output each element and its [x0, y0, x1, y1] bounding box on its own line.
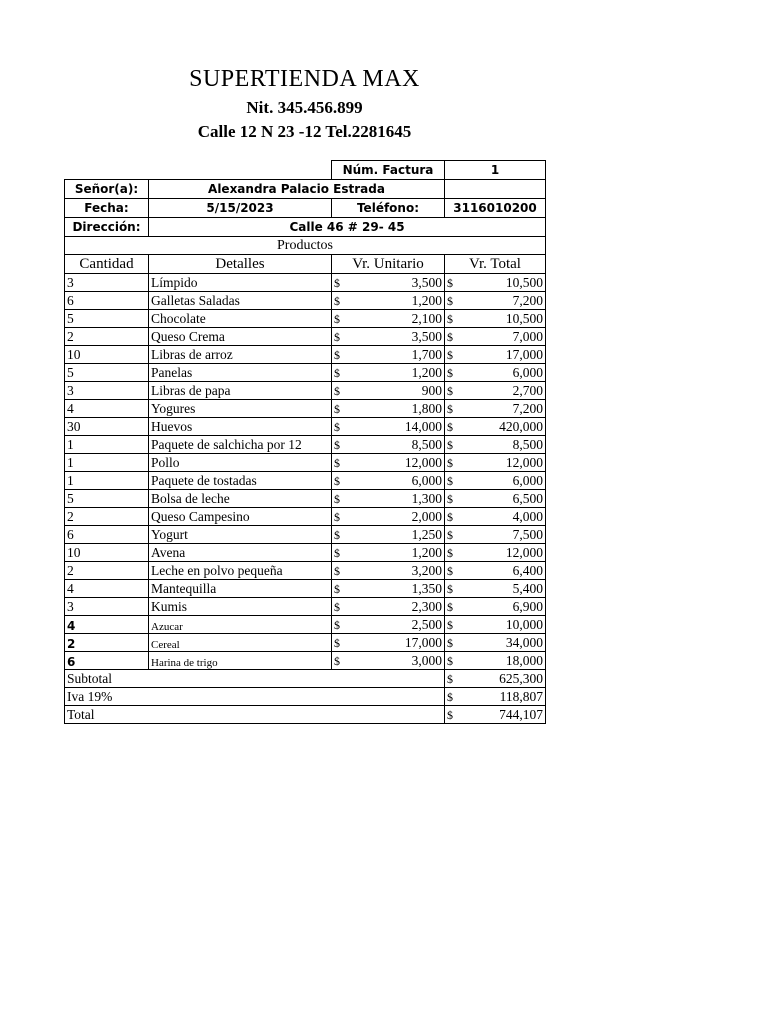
currency-symbol: $	[447, 437, 453, 452]
item-total-price	[445, 454, 546, 472]
currency-symbol: $	[334, 635, 340, 650]
currency-symbol: $	[334, 329, 340, 344]
item-total-price-amount: 10,000	[505, 616, 543, 632]
totals-label: Subtotal	[65, 670, 445, 688]
item-unit-price-amount: 8,500	[411, 436, 442, 452]
table-row	[65, 580, 546, 598]
currency-symbol: $	[447, 491, 453, 506]
item-description: Leche en polvo pequeña	[149, 562, 332, 580]
item-description: Límpido	[149, 274, 332, 292]
table-row	[65, 310, 546, 328]
currency-symbol: $	[334, 311, 340, 326]
item-description: Harina de trigo	[149, 652, 332, 670]
item-description: Avena	[149, 544, 332, 562]
item-unit-price-amount: 2,300	[411, 598, 442, 614]
item-unit-price	[332, 544, 445, 562]
currency-symbol: $	[334, 563, 340, 578]
item-quantity: 1	[65, 454, 149, 472]
item-unit-price-amount: 1,350	[411, 580, 442, 596]
column-header-row	[65, 255, 546, 274]
table-row	[65, 454, 546, 472]
item-total-price-amount: 5,400	[512, 580, 543, 596]
item-description: Cereal	[149, 634, 332, 652]
item-unit-price-amount: 1,700	[411, 346, 442, 362]
item-unit-price	[332, 634, 445, 652]
currency-symbol: $	[334, 527, 340, 542]
invoice-number-label: Núm. Factura	[332, 161, 445, 180]
item-total-price	[445, 364, 546, 382]
item-unit-price-amount: 1,250	[411, 526, 442, 542]
item-unit-price	[332, 454, 445, 472]
item-unit-price-amount: 1,200	[411, 364, 442, 380]
item-unit-price-amount: 14,000	[404, 418, 442, 434]
item-quantity: 3	[65, 598, 149, 616]
table-row	[65, 562, 546, 580]
item-unit-price-amount: 3,500	[411, 328, 442, 344]
item-unit-price	[332, 598, 445, 616]
item-quantity: 1	[65, 436, 149, 454]
currency-symbol: $	[334, 419, 340, 434]
totals-row	[65, 670, 546, 688]
currency-symbol: $	[334, 599, 340, 614]
table-row	[65, 274, 546, 292]
currency-symbol: $	[447, 563, 453, 578]
item-total-price	[445, 328, 546, 346]
item-description: Huevos	[149, 418, 332, 436]
table-row	[65, 418, 546, 436]
item-quantity: 5	[65, 310, 149, 328]
invoice-table	[64, 160, 546, 724]
table-row	[65, 346, 546, 364]
currency-symbol: $	[447, 599, 453, 614]
currency-symbol: $	[334, 383, 340, 398]
item-description: Kumis	[149, 598, 332, 616]
products-title-row	[65, 237, 546, 255]
item-quantity: 4	[65, 616, 149, 634]
products-title: Productos	[65, 237, 546, 255]
phone-label: Teléfono:	[332, 199, 445, 218]
item-quantity: 1	[65, 472, 149, 490]
item-unit-price-amount: 2,000	[411, 508, 442, 524]
column-header-unitario: Vr. Unitario	[332, 255, 445, 274]
totals-amount: 118,807	[499, 688, 543, 704]
currency-symbol: $	[334, 401, 340, 416]
totals-row	[65, 706, 546, 724]
totals-label: Iva 19%	[65, 688, 445, 706]
item-unit-price	[332, 418, 445, 436]
item-total-price-amount: 7,200	[512, 400, 543, 416]
currency-symbol: $	[447, 329, 453, 344]
table-row	[65, 616, 546, 634]
currency-symbol: $	[334, 473, 340, 488]
item-total-price-amount: 6,000	[512, 472, 543, 488]
item-unit-price	[332, 616, 445, 634]
item-unit-price-amount: 17,000	[404, 634, 442, 650]
item-unit-price	[332, 490, 445, 508]
customer-label: Señor(a):	[65, 180, 149, 199]
item-unit-price	[332, 310, 445, 328]
item-unit-price-amount: 1,200	[411, 292, 442, 308]
currency-symbol: $	[447, 689, 453, 704]
item-total-price	[445, 598, 546, 616]
item-total-price	[445, 382, 546, 400]
item-total-price	[445, 472, 546, 490]
item-total-price	[445, 436, 546, 454]
item-quantity: 6	[65, 292, 149, 310]
item-description: Panelas	[149, 364, 332, 382]
item-total-price	[445, 508, 546, 526]
column-header-detalles: Detalles	[149, 255, 332, 274]
item-unit-price-amount: 3,200	[411, 562, 442, 578]
item-unit-price-amount: 900	[421, 382, 442, 398]
item-unit-price	[332, 580, 445, 598]
item-unit-price	[332, 652, 445, 670]
currency-symbol: $	[334, 437, 340, 452]
item-unit-price	[332, 472, 445, 490]
currency-symbol: $	[334, 347, 340, 362]
item-description: Chocolate	[149, 310, 332, 328]
currency-symbol: $	[334, 509, 340, 524]
currency-symbol: $	[447, 293, 453, 308]
item-description: Pollo	[149, 454, 332, 472]
item-total-price-amount: 10,500	[505, 310, 543, 326]
item-quantity: 4	[65, 400, 149, 418]
currency-symbol: $	[334, 293, 340, 308]
item-total-price	[445, 562, 546, 580]
item-total-price	[445, 544, 546, 562]
item-quantity: 3	[65, 274, 149, 292]
item-unit-price	[332, 292, 445, 310]
table-row	[65, 292, 546, 310]
item-description: Mantequilla	[149, 580, 332, 598]
date-label: Fecha:	[65, 199, 149, 218]
date-value: 5/15/2023	[149, 199, 332, 218]
item-unit-price	[332, 562, 445, 580]
item-quantity: 3	[65, 382, 149, 400]
item-description: Galletas Saladas	[149, 292, 332, 310]
item-total-price-amount: 7,200	[512, 292, 543, 308]
item-quantity: 10	[65, 346, 149, 364]
item-unit-price-amount: 3,000	[411, 652, 442, 668]
currency-symbol: $	[447, 275, 453, 290]
item-total-price	[445, 652, 546, 670]
item-total-price-amount: 12,000	[505, 454, 543, 470]
item-total-price-amount: 6,400	[512, 562, 543, 578]
currency-symbol: $	[447, 527, 453, 542]
currency-symbol: $	[447, 455, 453, 470]
item-unit-price-amount: 1,300	[411, 490, 442, 506]
item-total-price-amount: 420,000	[499, 418, 543, 434]
item-unit-price	[332, 400, 445, 418]
table-row	[65, 526, 546, 544]
item-unit-price-amount: 12,000	[404, 454, 442, 470]
item-quantity: 2	[65, 562, 149, 580]
store-nit: Nit. 345.456.899	[246, 98, 363, 117]
item-total-price	[445, 310, 546, 328]
currency-symbol: $	[447, 545, 453, 560]
item-quantity: 2	[65, 328, 149, 346]
item-unit-price-amount: 1,200	[411, 544, 442, 560]
totals-amount: 625,300	[499, 670, 543, 686]
totals-label: Total	[65, 706, 445, 724]
item-total-price-amount: 34,000	[505, 634, 543, 650]
totals-value	[445, 670, 546, 688]
table-row	[65, 436, 546, 454]
currency-symbol: $	[447, 635, 453, 650]
item-unit-price	[332, 274, 445, 292]
item-total-price-amount: 7,500	[512, 526, 543, 542]
currency-symbol: $	[447, 347, 453, 362]
item-unit-price-amount: 2,100	[411, 310, 442, 326]
table-row	[65, 634, 546, 652]
currency-symbol: $	[447, 581, 453, 596]
table-row	[65, 328, 546, 346]
table-row	[65, 652, 546, 670]
table-row	[65, 598, 546, 616]
item-total-price	[445, 274, 546, 292]
table-row	[65, 382, 546, 400]
address-label: Dirección:	[65, 218, 149, 237]
item-description: Queso Crema	[149, 328, 332, 346]
item-total-price-amount: 6,900	[512, 598, 543, 614]
item-unit-price	[332, 508, 445, 526]
item-unit-price-amount: 2,500	[411, 616, 442, 632]
totals-value	[445, 688, 546, 706]
item-unit-price	[332, 526, 445, 544]
item-quantity: 10	[65, 544, 149, 562]
totals-value	[445, 706, 546, 724]
item-total-price-amount: 4,000	[512, 508, 543, 524]
currency-symbol: $	[334, 545, 340, 560]
item-total-price-amount: 6,000	[512, 364, 543, 380]
item-total-price-amount: 8,500	[512, 436, 543, 452]
item-quantity: 6	[65, 526, 149, 544]
currency-symbol: $	[447, 653, 453, 668]
item-description: Azucar	[149, 616, 332, 634]
item-quantity: 6	[65, 652, 149, 670]
item-total-price	[445, 634, 546, 652]
item-total-price-amount: 18,000	[505, 652, 543, 668]
item-quantity: 5	[65, 490, 149, 508]
currency-symbol: $	[447, 419, 453, 434]
item-unit-price-amount: 3,500	[411, 274, 442, 290]
currency-symbol: $	[447, 671, 453, 686]
currency-symbol: $	[334, 653, 340, 668]
currency-symbol: $	[447, 311, 453, 326]
store-address: Calle 12 N 23 -12 Tel.2281645	[197, 122, 412, 141]
currency-symbol: $	[334, 365, 340, 380]
column-header-cantidad: Cantidad	[65, 255, 149, 274]
date-row	[65, 199, 546, 218]
item-quantity: 4	[65, 580, 149, 598]
column-header-total: Vr. Total	[445, 255, 546, 274]
address-row	[65, 218, 546, 237]
item-quantity: 30	[65, 418, 149, 436]
item-total-price	[445, 418, 546, 436]
currency-symbol: $	[447, 383, 453, 398]
currency-symbol: $	[447, 617, 453, 632]
item-unit-price	[332, 436, 445, 454]
currency-symbol: $	[447, 509, 453, 524]
item-total-price-amount: 10,500	[505, 274, 543, 290]
store-name: SUPERTIENDA MAX	[189, 66, 420, 92]
item-total-price	[445, 616, 546, 634]
table-row	[65, 472, 546, 490]
item-total-price	[445, 580, 546, 598]
item-quantity: 5	[65, 364, 149, 382]
totals-row	[65, 688, 546, 706]
item-unit-price	[332, 328, 445, 346]
phone-value: 3116010200	[445, 199, 546, 218]
item-unit-price-amount: 1,800	[411, 400, 442, 416]
currency-symbol: $	[334, 617, 340, 632]
currency-symbol: $	[447, 365, 453, 380]
invoice-number-value: 1	[445, 161, 546, 180]
customer-row	[65, 180, 546, 199]
currency-symbol: $	[447, 401, 453, 416]
table-row	[65, 364, 546, 382]
address-value: Calle 46 # 29- 45	[149, 218, 546, 237]
item-total-price	[445, 526, 546, 544]
item-total-price	[445, 400, 546, 418]
item-description: Bolsa de leche	[149, 490, 332, 508]
currency-symbol: $	[447, 473, 453, 488]
currency-symbol: $	[447, 707, 453, 722]
currency-symbol: $	[334, 491, 340, 506]
item-total-price	[445, 490, 546, 508]
item-total-price-amount: 7,000	[512, 328, 543, 344]
item-description: Paquete de salchicha por 12	[149, 436, 332, 454]
item-quantity: 2	[65, 634, 149, 652]
currency-symbol: $	[334, 275, 340, 290]
item-description: Paquete de tostadas	[149, 472, 332, 490]
item-unit-price	[332, 364, 445, 382]
item-total-price	[445, 346, 546, 364]
currency-symbol: $	[334, 455, 340, 470]
currency-symbol: $	[334, 581, 340, 596]
invoice-number-row	[65, 161, 546, 180]
table-row	[65, 490, 546, 508]
customer-value: Alexandra Palacio Estrada	[149, 180, 445, 199]
totals-amount: 744,107	[499, 706, 543, 722]
item-quantity: 2	[65, 508, 149, 526]
item-total-price-amount: 17,000	[505, 346, 543, 362]
table-row	[65, 400, 546, 418]
item-description: Queso Campesino	[149, 508, 332, 526]
item-description: Libras de papa	[149, 382, 332, 400]
item-description: Yogures	[149, 400, 332, 418]
table-row	[65, 508, 546, 526]
item-description: Libras de arroz	[149, 346, 332, 364]
item-unit-price	[332, 346, 445, 364]
item-unit-price	[332, 382, 445, 400]
item-total-price-amount: 6,500	[512, 490, 543, 506]
item-total-price-amount: 12,000	[505, 544, 543, 560]
table-row	[65, 544, 546, 562]
item-description: Yogurt	[149, 526, 332, 544]
item-total-price	[445, 292, 546, 310]
item-unit-price-amount: 6,000	[411, 472, 442, 488]
item-total-price-amount: 2,700	[512, 382, 543, 398]
